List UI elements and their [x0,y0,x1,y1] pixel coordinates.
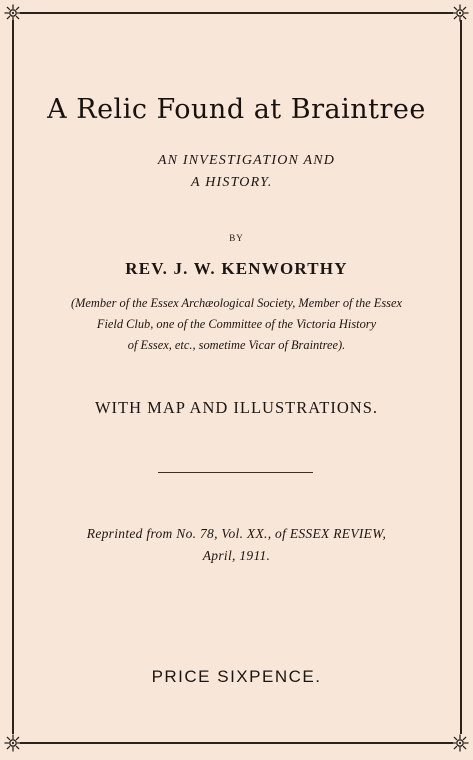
author-affiliation [0,293,473,356]
corner-ornament-icon [4,4,22,22]
by-label: BY [229,233,244,243]
affiliation-line-3: of Essex, etc., sometime Vicar of Braintree). [127,338,346,352]
reprint-line-2: April, 1911. [202,548,271,563]
border-bottom [20,742,453,744]
corner-ornament-icon [4,734,22,752]
reprint-line-1: Reprinted from No. 78, Vol. XX., of ESSEX REVIEW, [86,526,387,541]
document-title: A Relic Found at Braintree [47,94,426,125]
border-left [12,20,14,734]
illustrations-note: WITH MAP AND ILLUSTRATIONS. [94,398,379,417]
author-name: REV. J. W. KENWORTHY [125,259,348,278]
subtitle-line-2: A HISTORY. [191,175,273,190]
affiliation-line-1: (Member of the Essex Archæological Society, Member of the Essex [70,296,402,310]
affiliation-line-2: Field Club, one of the Committee of the Victoria History [96,317,377,331]
price-label: PRICE SIXPENCE. [151,667,322,686]
divider-rule [158,472,313,473]
reprint-note [0,523,473,567]
subtitle [0,150,473,194]
border-right [460,20,462,734]
corner-ornament-icon [451,734,469,752]
corner-ornament-icon [451,4,469,22]
subtitle-line-1: AN INVESTIGATION AND [157,153,336,168]
border-top [20,12,453,14]
